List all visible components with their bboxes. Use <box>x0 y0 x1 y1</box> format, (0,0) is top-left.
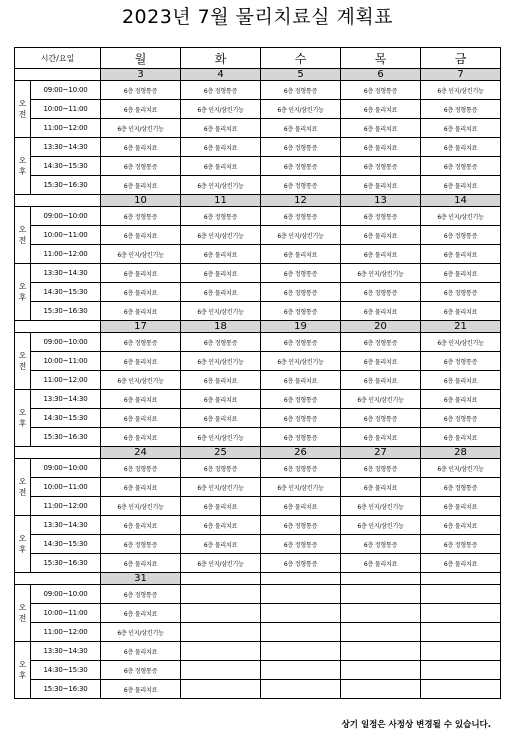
time-slot-label: 11:00~12:00 <box>31 371 101 390</box>
schedule-cell-wed: 6층 인지/삼킨기능 <box>261 352 341 371</box>
schedule-cell-tue: 6층 인지/삼킨기능 <box>181 226 261 245</box>
period-label-char: 전 <box>18 236 27 245</box>
schedule-cell-mon: 6층 인지/삼킨기능 <box>101 245 181 264</box>
schedule-cell-mon: 6층 물리치료 <box>101 352 181 371</box>
schedule-cell-mon: 6층 정형통증 <box>101 459 181 478</box>
schedule-cell-fri: 6층 물리치료 <box>421 428 501 447</box>
schedule-cell-wed: 6층 정형통증 <box>261 535 341 554</box>
schedule-cell-fri: 6층 정형통증 <box>421 157 501 176</box>
morning-label <box>15 459 31 516</box>
date-cell-fri: 14 <box>421 195 501 207</box>
schedule-cell-fri: 6층 정형통증 <box>421 352 501 371</box>
schedule-cell-wed <box>261 680 341 699</box>
schedule-cell-wed: 6층 정형통증 <box>261 157 341 176</box>
schedule-row <box>15 554 501 573</box>
schedule-cell-thu: 6층 정형통증 <box>341 207 421 226</box>
schedule-cell-fri: 6층 물리치료 <box>421 371 501 390</box>
date-row-spacer <box>15 447 101 459</box>
schedule-row <box>15 680 501 699</box>
schedule-cell-thu: 6층 정형통증 <box>341 157 421 176</box>
schedule-row <box>15 497 501 516</box>
time-slot-label: 15:30~16:30 <box>31 428 101 447</box>
schedule-cell-fri: 6층 물리치료 <box>421 176 501 195</box>
schedule-cell-tue <box>181 585 261 604</box>
date-cell-wed <box>261 573 341 585</box>
schedule-row <box>15 226 501 245</box>
schedule-row <box>15 459 501 478</box>
date-cell-wed: 5 <box>261 69 341 81</box>
time-slot-label: 09:00~10:00 <box>31 81 101 100</box>
date-cell-mon: 24 <box>101 447 181 459</box>
schedule-cell-tue: 6층 물리치료 <box>181 264 261 283</box>
time-slot-label: 14:30~15:30 <box>31 409 101 428</box>
time-slot-label: 15:30~16:30 <box>31 554 101 573</box>
afternoon-label <box>15 516 31 573</box>
schedule-row <box>15 302 501 321</box>
schedule-cell-fri: 6층 정형통증 <box>421 478 501 497</box>
schedule-cell-wed: 6층 인지/삼킨기능 <box>261 478 341 497</box>
date-row-spacer <box>15 321 101 333</box>
period-label-char: 전 <box>18 614 27 623</box>
day-header-fri: 금 <box>421 48 501 69</box>
schedule-cell-mon: 6층 인지/삼킨기능 <box>101 371 181 390</box>
schedule-cell-tue: 6층 인지/삼킨기능 <box>181 176 261 195</box>
date-row <box>15 447 501 459</box>
date-cell-thu: 13 <box>341 195 421 207</box>
schedule-row <box>15 409 501 428</box>
schedule-cell-fri <box>421 604 501 623</box>
date-row-spacer <box>15 69 101 81</box>
period-label-char: 오 <box>18 534 27 543</box>
schedule-cell-thu: 6층 정형통증 <box>341 283 421 302</box>
schedule-cell-wed <box>261 623 341 642</box>
schedule-cell-tue: 6층 정형통증 <box>181 207 261 226</box>
schedule-row <box>15 333 501 352</box>
schedule-row <box>15 176 501 195</box>
period-label-char: 전 <box>18 362 27 371</box>
schedule-cell-tue: 6층 정형통증 <box>181 459 261 478</box>
time-slot-label: 14:30~15:30 <box>31 283 101 302</box>
footer-note: 상기 일정은 사정상 변경될 수 있습니다. <box>341 720 491 730</box>
schedule-cell-mon: 6층 정형통증 <box>101 661 181 680</box>
schedule-cell-thu: 6층 물리치료 <box>341 478 421 497</box>
time-slot-label: 13:30~14:30 <box>31 390 101 409</box>
schedule-cell-tue <box>181 661 261 680</box>
date-cell-mon: 3 <box>101 69 181 81</box>
schedule-cell-fri: 6층 정형통증 <box>421 283 501 302</box>
schedule-cell-mon: 6층 정형통증 <box>101 207 181 226</box>
schedule-cell-fri: 6층 물리치료 <box>421 264 501 283</box>
schedule-cell-tue: 6층 물리치료 <box>181 245 261 264</box>
schedule-cell-fri: 6층 물리치료 <box>421 119 501 138</box>
schedule-cell-wed: 6층 정형통증 <box>261 207 341 226</box>
schedule-cell-thu: 6층 물리치료 <box>341 119 421 138</box>
schedule-row <box>15 428 501 447</box>
schedule-table <box>14 47 501 699</box>
schedule-cell-fri: 6층 인지/삼킨기능 <box>421 207 501 226</box>
schedule-row <box>15 585 501 604</box>
schedule-cell-tue: 6층 인지/삼킨기능 <box>181 478 261 497</box>
date-cell-wed: 26 <box>261 447 341 459</box>
date-cell-tue: 18 <box>181 321 261 333</box>
time-slot-label: 11:00~12:00 <box>31 119 101 138</box>
date-cell-thu: 20 <box>341 321 421 333</box>
schedule-cell-fri: 6층 물리치료 <box>421 554 501 573</box>
date-cell-tue <box>181 573 261 585</box>
schedule-cell-fri: 6층 정형통증 <box>421 100 501 119</box>
date-cell-tue: 25 <box>181 447 261 459</box>
schedule-cell-tue: 6층 인지/삼킨기능 <box>181 352 261 371</box>
period-label-char: 오 <box>18 225 27 234</box>
afternoon-label <box>15 642 31 699</box>
schedule-cell-tue: 6층 물리치료 <box>181 138 261 157</box>
date-row-spacer <box>15 195 101 207</box>
time-slot-label: 13:30~14:30 <box>31 642 101 661</box>
schedule-cell-wed: 6층 정형통증 <box>261 283 341 302</box>
schedule-cell-wed: 6층 인지/삼킨기능 <box>261 100 341 119</box>
schedule-cell-mon: 6층 물리치료 <box>101 604 181 623</box>
schedule-cell-mon: 6층 물리치료 <box>101 226 181 245</box>
date-cell-thu <box>341 573 421 585</box>
period-label-char: 후 <box>18 545 27 554</box>
schedule-cell-thu <box>341 623 421 642</box>
schedule-cell-fri <box>421 585 501 604</box>
time-slot-label: 15:30~16:30 <box>31 176 101 195</box>
date-cell-thu: 6 <box>341 69 421 81</box>
schedule-cell-fri: 6층 정형통증 <box>421 535 501 554</box>
time-slot-label: 14:30~15:30 <box>31 157 101 176</box>
day-header-mon: 월 <box>101 48 181 69</box>
schedule-cell-thu <box>341 642 421 661</box>
schedule-cell-fri: 6층 물리치료 <box>421 516 501 535</box>
schedule-cell-fri <box>421 623 501 642</box>
schedule-cell-tue: 6층 인지/삼킨기능 <box>181 100 261 119</box>
time-slot-label: 14:30~15:30 <box>31 535 101 554</box>
time-slot-label: 10:00~11:00 <box>31 226 101 245</box>
time-slot-label: 13:30~14:30 <box>31 264 101 283</box>
time-slot-label: 11:00~12:00 <box>31 497 101 516</box>
schedule-cell-mon: 6층 물리치료 <box>101 554 181 573</box>
schedule-cell-thu: 6층 정형통증 <box>341 535 421 554</box>
schedule-cell-wed: 6층 인지/삼킨기능 <box>261 226 341 245</box>
schedule-cell-wed: 6층 정형통증 <box>261 390 341 409</box>
schedule-cell-fri: 6층 인지/삼킨기능 <box>421 81 501 100</box>
corner-header: 시간/요일 <box>15 48 101 69</box>
time-slot-label: 10:00~11:00 <box>31 478 101 497</box>
schedule-cell-thu: 6층 인지/삼킨기능 <box>341 390 421 409</box>
schedule-row <box>15 81 501 100</box>
schedule-cell-mon: 6층 인지/삼킨기능 <box>101 119 181 138</box>
schedule-cell-mon: 6층 물리치료 <box>101 302 181 321</box>
schedule-row <box>15 352 501 371</box>
day-header-tue: 화 <box>181 48 261 69</box>
schedule-cell-thu <box>341 661 421 680</box>
time-slot-label: 10:00~11:00 <box>31 604 101 623</box>
time-slot-label: 09:00~10:00 <box>31 585 101 604</box>
date-cell-mon: 17 <box>101 321 181 333</box>
schedule-cell-wed <box>261 642 341 661</box>
afternoon-label <box>15 138 31 195</box>
schedule-row <box>15 157 501 176</box>
schedule-row <box>15 661 501 680</box>
schedule-cell-wed: 6층 정형통증 <box>261 333 341 352</box>
schedule-cell-wed: 6층 정형통증 <box>261 409 341 428</box>
date-cell-thu: 27 <box>341 447 421 459</box>
schedule-cell-tue <box>181 604 261 623</box>
schedule-cell-tue: 6층 물리치료 <box>181 119 261 138</box>
schedule-cell-thu: 6층 정형통증 <box>341 409 421 428</box>
schedule-row <box>15 207 501 226</box>
schedule-cell-thu: 6층 물리치료 <box>341 245 421 264</box>
schedule-cell-thu: 6층 인지/삼킨기능 <box>341 264 421 283</box>
schedule-row <box>15 390 501 409</box>
schedule-cell-tue: 6층 인지/삼킨기능 <box>181 554 261 573</box>
date-cell-fri: 28 <box>421 447 501 459</box>
schedule-row <box>15 283 501 302</box>
schedule-cell-fri: 6층 물리치료 <box>421 245 501 264</box>
schedule-cell-thu: 6층 물리치료 <box>341 428 421 447</box>
schedule-cell-tue: 6층 물리치료 <box>181 535 261 554</box>
time-slot-label: 11:00~12:00 <box>31 623 101 642</box>
schedule-cell-mon: 6층 정형통증 <box>101 585 181 604</box>
schedule-cell-thu: 6층 정형통증 <box>341 81 421 100</box>
schedule-row <box>15 516 501 535</box>
schedule-cell-fri <box>421 642 501 661</box>
schedule-cell-wed <box>261 604 341 623</box>
date-cell-fri: 21 <box>421 321 501 333</box>
morning-label <box>15 81 31 138</box>
period-label-char: 오 <box>18 477 27 486</box>
schedule-cell-fri: 6층 물리치료 <box>421 302 501 321</box>
schedule-cell-tue: 6층 인지/삼킨기능 <box>181 302 261 321</box>
schedule-cell-tue <box>181 623 261 642</box>
schedule-cell-tue: 6층 물리치료 <box>181 371 261 390</box>
schedule-cell-mon: 6층 물리치료 <box>101 100 181 119</box>
time-slot-label: 15:30~16:30 <box>31 302 101 321</box>
period-label-char: 오 <box>18 156 27 165</box>
schedule-cell-wed: 6층 정형통증 <box>261 554 341 573</box>
afternoon-label <box>15 264 31 321</box>
schedule-row <box>15 138 501 157</box>
schedule-cell-wed <box>261 585 341 604</box>
schedule-cell-wed: 6층 정형통증 <box>261 516 341 535</box>
morning-label <box>15 333 31 390</box>
time-slot-label: 15:30~16:30 <box>31 680 101 699</box>
schedule-cell-mon: 6층 물리치료 <box>101 516 181 535</box>
schedule-row <box>15 119 501 138</box>
time-slot-label: 09:00~10:00 <box>31 459 101 478</box>
time-slot-label: 11:00~12:00 <box>31 245 101 264</box>
period-label-char: 후 <box>18 167 27 176</box>
schedule-row <box>15 245 501 264</box>
schedule-cell-thu: 6층 정형통증 <box>341 459 421 478</box>
schedule-cell-fri: 6층 정형통증 <box>421 226 501 245</box>
time-slot-label: 13:30~14:30 <box>31 516 101 535</box>
period-label-char: 오 <box>18 660 27 669</box>
header-row <box>15 48 501 69</box>
schedule-cell-mon: 6층 물리치료 <box>101 680 181 699</box>
schedule-cell-mon: 6층 물리치료 <box>101 428 181 447</box>
date-cell-wed: 12 <box>261 195 341 207</box>
schedule-cell-tue: 6층 물리치료 <box>181 157 261 176</box>
schedule-cell-fri <box>421 661 501 680</box>
schedule-cell-thu: 6층 물리치료 <box>341 371 421 390</box>
schedule-cell-thu <box>341 680 421 699</box>
schedule-cell-tue: 6층 물리치료 <box>181 409 261 428</box>
schedule-cell-tue: 6층 물리치료 <box>181 283 261 302</box>
period-label-char: 오 <box>18 408 27 417</box>
period-label-char: 전 <box>18 110 27 119</box>
schedule-cell-thu: 6층 물리치료 <box>341 302 421 321</box>
schedule-row <box>15 604 501 623</box>
day-header-thu: 목 <box>341 48 421 69</box>
schedule-cell-thu <box>341 585 421 604</box>
schedule-cell-tue: 6층 물리치료 <box>181 516 261 535</box>
schedule-cell-thu: 6층 물리치료 <box>341 100 421 119</box>
schedule-cell-mon: 6층 인지/삼킨기능 <box>101 623 181 642</box>
schedule-cell-wed <box>261 661 341 680</box>
schedule-cell-mon: 6층 물리치료 <box>101 176 181 195</box>
schedule-cell-fri: 6층 물리치료 <box>421 138 501 157</box>
schedule-cell-tue: 6층 물리치료 <box>181 390 261 409</box>
schedule-cell-tue: 6층 정형통증 <box>181 333 261 352</box>
period-label-char: 오 <box>18 603 27 612</box>
schedule-row <box>15 100 501 119</box>
date-row <box>15 321 501 333</box>
schedule-cell-thu: 6층 물리치료 <box>341 352 421 371</box>
schedule-cell-thu: 6층 물리치료 <box>341 554 421 573</box>
schedule-cell-wed: 6층 물리치료 <box>261 371 341 390</box>
schedule-cell-wed: 6층 정형통증 <box>261 264 341 283</box>
schedule-cell-fri: 6층 물리치료 <box>421 390 501 409</box>
schedule-cell-mon: 6층 물리치료 <box>101 264 181 283</box>
date-cell-tue: 4 <box>181 69 261 81</box>
schedule-body <box>15 69 501 699</box>
schedule-cell-tue: 6층 인지/삼킨기능 <box>181 428 261 447</box>
schedule-cell-mon: 6층 물리치료 <box>101 409 181 428</box>
schedule-cell-mon: 6층 인지/삼킨기능 <box>101 497 181 516</box>
schedule-cell-mon: 6층 정형통증 <box>101 81 181 100</box>
schedule-cell-thu <box>341 604 421 623</box>
date-row-spacer <box>15 573 101 585</box>
schedule-cell-wed: 6층 정형통증 <box>261 138 341 157</box>
morning-label <box>15 585 31 642</box>
period-label-char: 오 <box>18 99 27 108</box>
period-label-char: 오 <box>18 351 27 360</box>
date-row <box>15 573 501 585</box>
time-slot-label: 13:30~14:30 <box>31 138 101 157</box>
schedule-cell-thu: 6층 인지/삼킨기능 <box>341 497 421 516</box>
schedule-row <box>15 623 501 642</box>
schedule-cell-tue <box>181 642 261 661</box>
period-label-char: 오 <box>18 282 27 291</box>
schedule-cell-fri <box>421 680 501 699</box>
schedule-row <box>15 371 501 390</box>
date-cell-wed: 19 <box>261 321 341 333</box>
schedule-cell-wed: 6층 정형통증 <box>261 428 341 447</box>
schedule-cell-tue: 6층 정형통증 <box>181 81 261 100</box>
schedule-cell-mon: 6층 정형통증 <box>101 535 181 554</box>
time-slot-label: 09:00~10:00 <box>31 207 101 226</box>
schedule-cell-fri: 6층 인지/삼킨기능 <box>421 459 501 478</box>
schedule-cell-thu: 6층 인지/삼킨기능 <box>341 516 421 535</box>
period-label-char: 후 <box>18 671 27 680</box>
afternoon-label <box>15 390 31 447</box>
schedule-cell-tue <box>181 680 261 699</box>
schedule-cell-wed: 6층 정형통증 <box>261 459 341 478</box>
schedule-cell-mon: 6층 물리치료 <box>101 390 181 409</box>
schedule-cell-wed: 6층 물리치료 <box>261 497 341 516</box>
date-cell-mon: 10 <box>101 195 181 207</box>
schedule-row <box>15 642 501 661</box>
schedule-row <box>15 535 501 554</box>
schedule-cell-tue: 6층 물리치료 <box>181 497 261 516</box>
date-cell-fri <box>421 573 501 585</box>
schedule-cell-thu: 6층 물리치료 <box>341 138 421 157</box>
date-row <box>15 195 501 207</box>
period-label-char: 후 <box>18 419 27 428</box>
schedule-cell-mon: 6층 물리치료 <box>101 478 181 497</box>
schedule-cell-thu: 6층 물리치료 <box>341 176 421 195</box>
schedule-cell-fri: 6층 정형통증 <box>421 409 501 428</box>
schedule-cell-mon: 6층 정형통증 <box>101 157 181 176</box>
period-label-char: 전 <box>18 488 27 497</box>
schedule-cell-thu: 6층 물리치료 <box>341 226 421 245</box>
day-header-wed: 수 <box>261 48 341 69</box>
time-slot-label: 10:00~11:00 <box>31 352 101 371</box>
schedule-cell-wed: 6층 정형통증 <box>261 302 341 321</box>
page-title: 2023년 7월 물리치료실 계획표 <box>121 6 394 28</box>
schedule-cell-fri: 6층 물리치료 <box>421 497 501 516</box>
schedule-cell-wed: 6층 물리치료 <box>261 119 341 138</box>
morning-label <box>15 207 31 264</box>
schedule-cell-mon: 6층 물리치료 <box>101 138 181 157</box>
time-slot-label: 10:00~11:00 <box>31 100 101 119</box>
time-slot-label: 14:30~15:30 <box>31 661 101 680</box>
schedule-cell-fri: 6층 인지/삼킨기능 <box>421 333 501 352</box>
date-cell-fri: 7 <box>421 69 501 81</box>
date-cell-mon: 31 <box>101 573 181 585</box>
schedule-cell-mon: 6층 물리치료 <box>101 642 181 661</box>
schedule-cell-wed: 6층 정형통증 <box>261 81 341 100</box>
schedule-cell-thu: 6층 정형통증 <box>341 333 421 352</box>
date-row <box>15 69 501 81</box>
schedule-row <box>15 478 501 497</box>
schedule-cell-wed: 6층 정형통증 <box>261 176 341 195</box>
schedule-cell-mon: 6층 물리치료 <box>101 283 181 302</box>
schedule-cell-wed: 6층 물리치료 <box>261 245 341 264</box>
schedule-row <box>15 264 501 283</box>
date-cell-tue: 11 <box>181 195 261 207</box>
time-slot-label: 09:00~10:00 <box>31 333 101 352</box>
period-label-char: 후 <box>18 293 27 302</box>
schedule-cell-mon: 6층 정형통증 <box>101 333 181 352</box>
